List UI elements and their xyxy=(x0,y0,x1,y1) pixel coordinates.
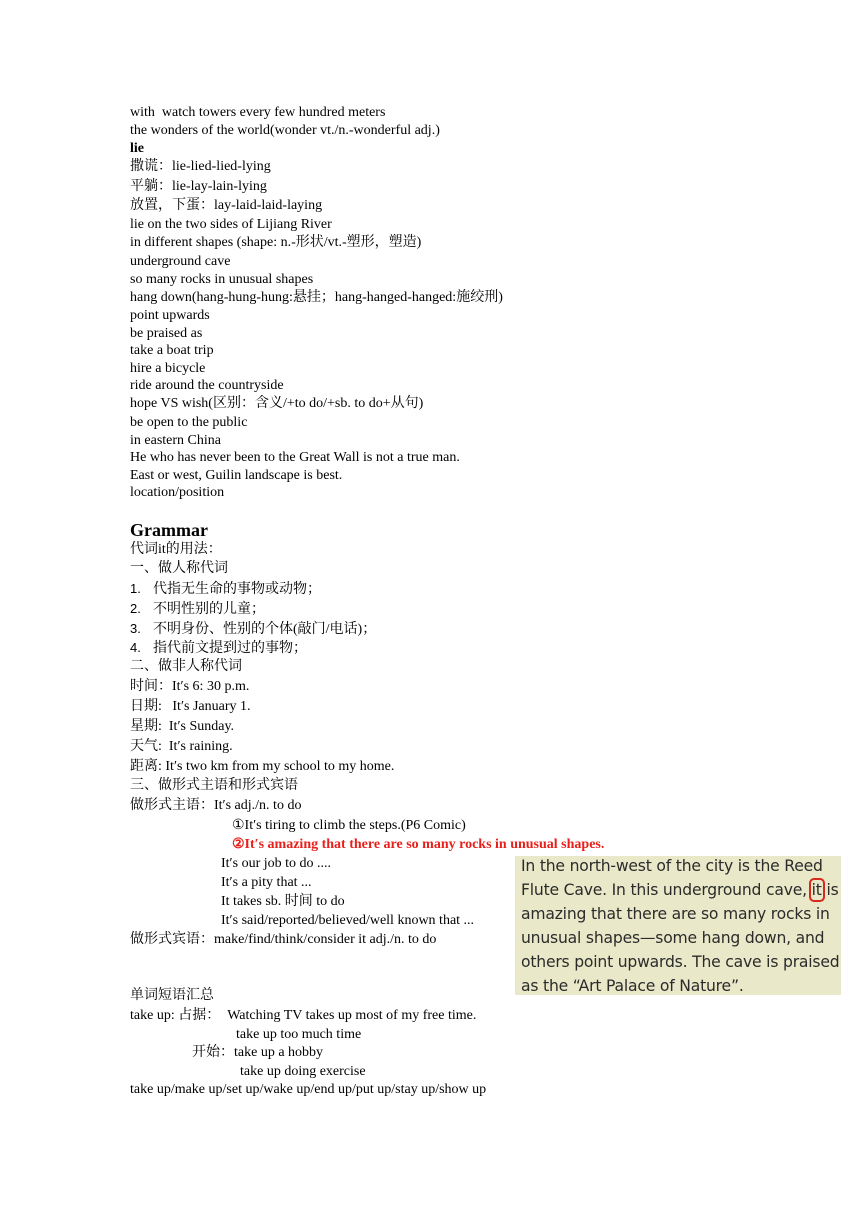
summary-line: take up: 占据： Watching TV takes up most of my free time. xyxy=(130,1008,477,1023)
list-item: 2. 不明性别的儿童； xyxy=(130,601,265,617)
summary-line: take up doing exercise xyxy=(240,1064,366,1079)
vocab-line: point upwards xyxy=(130,308,210,323)
list-item: 1. 代指无生命的事物或动物； xyxy=(130,581,321,597)
vocab-line: in different shapes (shape: n.-形状/vt.-塑形，塑造) xyxy=(130,235,422,250)
vocab-line: 撒谎：lie-lied-lied-lying xyxy=(130,159,271,174)
summary-heading: 单词短语汇总 xyxy=(130,988,214,1003)
grammar-intro: 代词it的用法： xyxy=(130,542,222,557)
vocab-line: with watch towers every few hundred meters xyxy=(130,105,386,120)
summary-line: take up too much time xyxy=(236,1027,362,1042)
summary-line: take up/make up/set up/wake up/end up/put up/stay up/show up xyxy=(130,1082,487,1097)
example-week: 星期: It′s Sunday. xyxy=(130,719,235,734)
vocab-line: the wonders of the world(wonder vt./n.-wonderful adj.) xyxy=(130,123,440,138)
section-heading: 二、做非人称代词 xyxy=(130,659,242,674)
highlighted-it: it xyxy=(811,881,822,899)
example-distance: 距离: It′s two km from my school to my home. xyxy=(130,759,395,774)
vocab-line: ride around the countryside xyxy=(130,378,284,393)
example-sentence: It′s a pity that ... xyxy=(221,875,312,890)
vocab-line: 平躺：lie-lay-lain-lying xyxy=(130,179,267,194)
vocab-line: hire a bicycle xyxy=(130,361,206,376)
vocab-line: underground cave xyxy=(130,254,231,269)
example-time: 时间：It′s 6: 30 p.m. xyxy=(130,679,250,694)
example-sentence: It′s our job to do .... xyxy=(221,856,332,871)
vocab-line: in eastern China xyxy=(130,433,221,448)
highlighted-example: ②It′s amazing that there are so many rocks in unusual shapes. xyxy=(232,837,605,852)
excerpt-line: as the “Art Palace of Nature”. xyxy=(521,977,744,995)
vocab-line: hang down(hang-hung-hung:悬挂；hang-hanged-hanged:施绞刑) xyxy=(130,290,503,305)
example-sentence: ①It′s tiring to climb the steps.(P6 Comic) xyxy=(232,818,466,833)
vocab-line: hope VS wish(区别：含义/+to do/+sb. to do+从句) xyxy=(130,396,424,411)
vocab-line: lie on the two sides of Lijiang River xyxy=(130,217,332,232)
vocab-line: be praised as xyxy=(130,326,203,341)
list-item: 3. 不明身份、性别的个体(敲门/电话)； xyxy=(130,621,377,637)
formal-object-rule: 做形式宾语：make/find/think/consider it adj./n. to do xyxy=(130,932,437,947)
section-heading: 三、做形式主语和形式宾语 xyxy=(130,778,298,793)
excerpt-line: Flute Cave. In this underground cave, it is xyxy=(521,881,839,899)
excerpt-line: unusual shapes—some hang down, and xyxy=(521,929,825,947)
summary-line: 开始：take up a hobby xyxy=(192,1045,324,1060)
example-date: 日期: It′s January 1. xyxy=(130,699,251,714)
grammar-heading: Grammar xyxy=(130,520,208,540)
vocab-line: be open to the public xyxy=(130,415,248,430)
vocab-heading-lie: lie xyxy=(130,141,144,156)
formal-subject-rule: 做形式主语：It′s adj./n. to do xyxy=(130,798,302,813)
excerpt-line: others point upwards. The cave is praised xyxy=(521,953,840,971)
vocab-line: take a boat trip xyxy=(130,343,214,358)
example-sentence: It′s said/reported/believed/well known that ... xyxy=(221,913,475,928)
vocab-line: He who has never been to the Great Wall is not a true man. xyxy=(130,450,460,465)
example-weather: 天气: It′s raining. xyxy=(130,739,233,754)
textbook-excerpt-image xyxy=(515,856,841,995)
list-item: 4. 指代前文提到过的事物； xyxy=(130,640,307,656)
vocab-line: East or west, Guilin landscape is best. xyxy=(130,468,343,483)
vocab-line: location/position xyxy=(130,485,225,500)
section-heading: 一、做人称代词 xyxy=(130,561,228,576)
vocab-line: 放置，下蛋：lay-laid-laid-laying xyxy=(130,198,323,213)
excerpt-line: amazing that there are so many rocks in xyxy=(521,905,830,923)
vocab-line: so many rocks in unusual shapes xyxy=(130,272,314,287)
excerpt-line: In the north-west of the city is the Reed xyxy=(521,857,823,875)
example-sentence: It takes sb. 时间 to do xyxy=(221,894,345,909)
